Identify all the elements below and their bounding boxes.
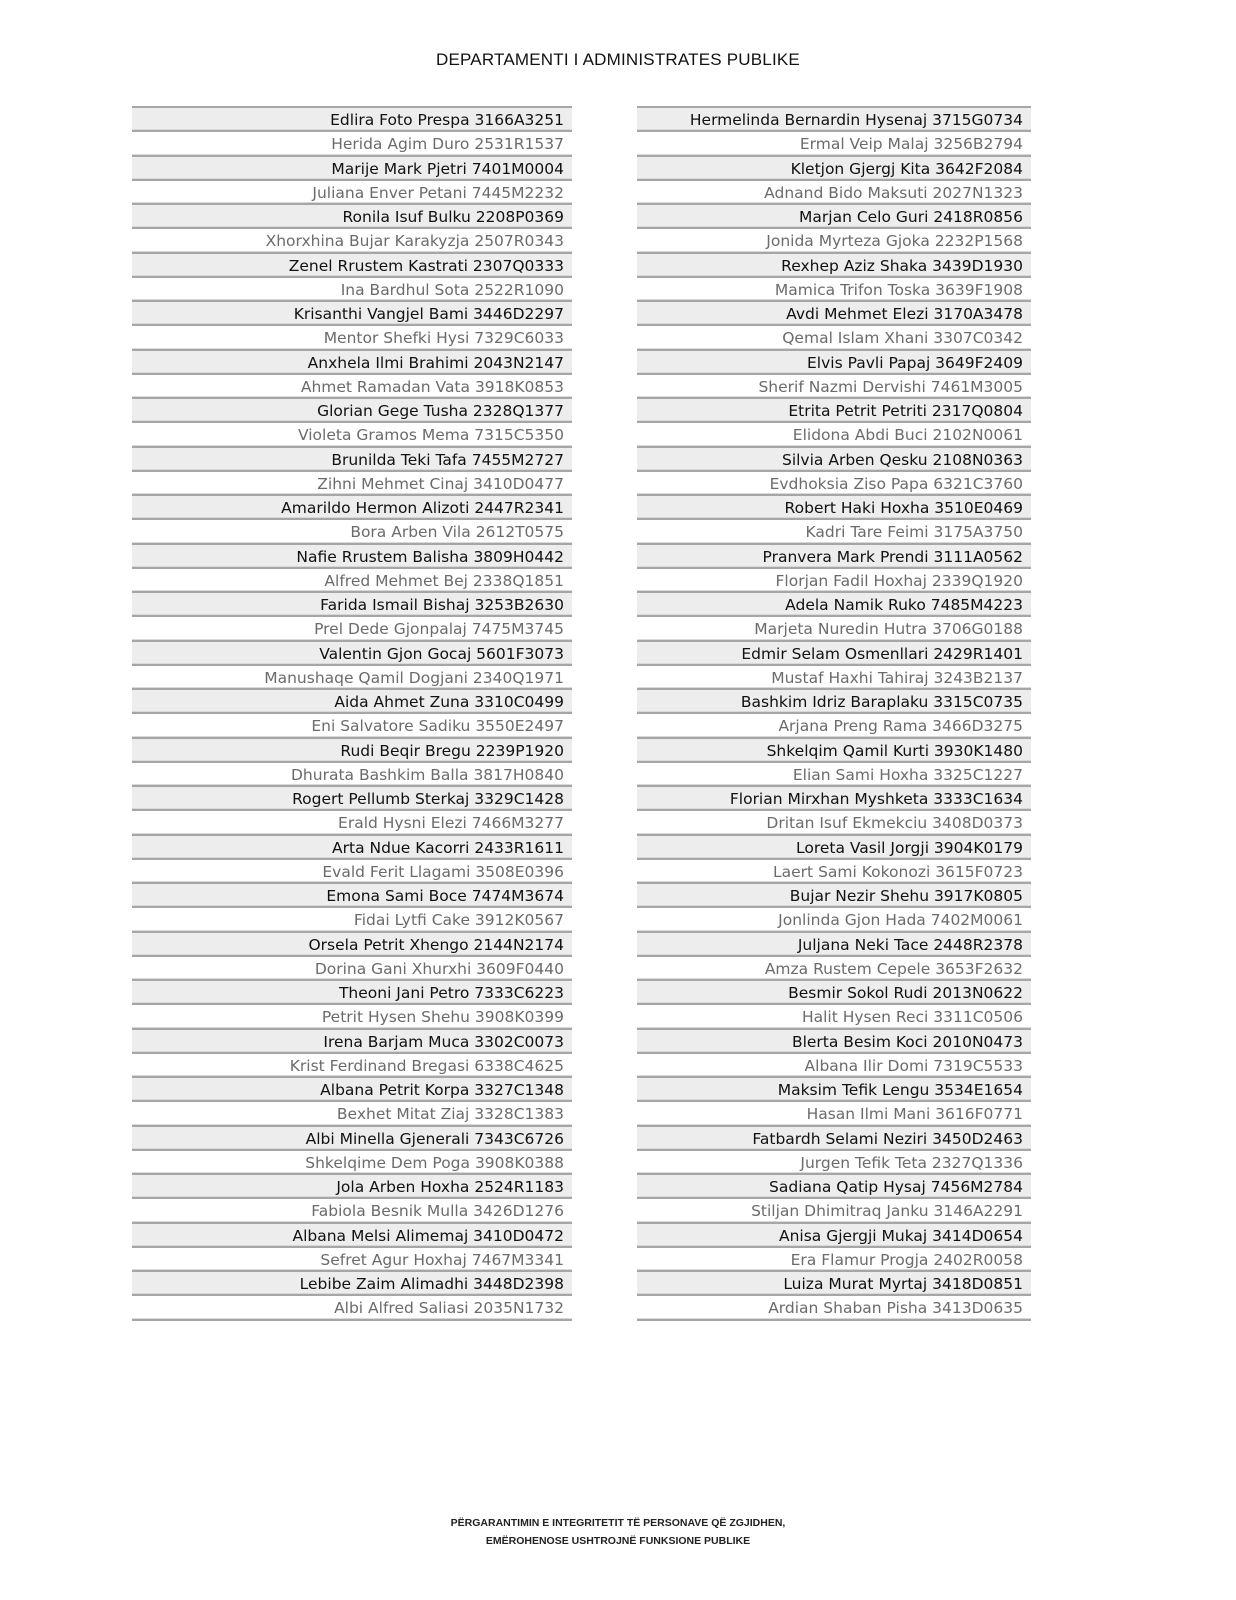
list-item: Rogert Pellumb Sterkaj 3329C1428: [132, 785, 572, 809]
list-item: Orsela Petrit Xhengo 2144N2174: [132, 931, 572, 955]
list-item: Shkelqim Qamil Kurti 3930K1480: [637, 737, 1031, 761]
list-item: Aida Ahmet Zuna 3310C0499: [132, 688, 572, 712]
list-item: Mustaf Haxhi Tahiraj 3243B2137: [637, 664, 1031, 688]
list-item: Zihni Mehmet Cinaj 3410D0477: [132, 470, 572, 494]
list-item: Stiljan Dhimitraq Janku 3146A2291: [637, 1197, 1031, 1221]
list-item: Rudi Beqir Bregu 2239P1920: [132, 737, 572, 761]
list-item: Juljana Neki Tace 2448R2378: [637, 931, 1031, 955]
list-item: Irena Barjam Muca 3302C0073: [132, 1028, 572, 1052]
list-item: Ahmet Ramadan Vata 3918K0853: [132, 373, 572, 397]
list-item: Violeta Gramos Mema 7315C5350: [132, 421, 572, 445]
list-item: Avdi Mehmet Elezi 3170A3478: [637, 300, 1031, 324]
list-item: Sadiana Qatip Hysaj 7456M2784: [637, 1173, 1031, 1197]
list-item: Jonida Myrteza Gjoka 2232P1568: [637, 227, 1031, 251]
footer-line-2: EMËROHENOSE USHTROJNË FUNKSIONE PUBLIKE: [485, 1535, 751, 1547]
list-item: Farida Ismail Bishaj 3253B2630: [132, 591, 572, 615]
list-item: Eni Salvatore Sadiku 3550E2497: [132, 712, 572, 736]
list-item: Emona Sami Boce 7474M3674: [132, 882, 572, 906]
list-item: Edlira Foto Prespa 3166A3251: [132, 106, 572, 130]
list-item: Shkelqime Dem Poga 3908K0388: [132, 1149, 572, 1173]
column-bottom-rule: [637, 1319, 1031, 1321]
list-item: Jonlinda Gjon Hada 7402M0061: [637, 906, 1031, 930]
page-footer: [0, 1514, 1236, 1550]
list-item: Krist Ferdinand Bregasi 6338C4625: [132, 1052, 572, 1076]
list-item: Krisanthi Vangjel Bami 3446D2297: [132, 300, 572, 324]
list-item: Adela Namik Ruko 7485M4223: [637, 591, 1031, 615]
list-item: Maksim Tefik Lengu 3534E1654: [637, 1076, 1031, 1100]
list-item: Edmir Selam Osmenllari 2429R1401: [637, 640, 1031, 664]
list-item: Marjeta Nuredin Hutra 3706G0188: [637, 615, 1031, 639]
list-item: Albana Melsi Alimemaj 3410D0472: [132, 1222, 572, 1246]
list-item: Juliana Enver Petani 7445M2232: [132, 179, 572, 203]
list-item: Blerta Besim Koci 2010N0473: [637, 1028, 1031, 1052]
list-item: Albi Alfred Saliasi 2035N1732: [132, 1294, 572, 1318]
list-item: Fabiola Besnik Mulla 3426D1276: [132, 1197, 572, 1221]
list-item: Anisa Gjergji Mukaj 3414D0654: [637, 1222, 1031, 1246]
list-item: Valentin Gjon Gocaj 5601F3073: [132, 640, 572, 664]
list-item: Kadri Tare Feimi 3175A3750: [637, 518, 1031, 542]
list-item: Sefret Agur Hoxhaj 7467M3341: [132, 1246, 572, 1270]
list-item: Bexhet Mitat Ziaj 3328C1383: [132, 1100, 572, 1124]
list-item: Dorina Gani Xhurxhi 3609F0440: [132, 955, 572, 979]
list-item: Evdhoksia Ziso Papa 6321C3760: [637, 470, 1031, 494]
list-item: Ronila Isuf Bulku 2208P0369: [132, 203, 572, 227]
list-item: Herida Agim Duro 2531R1537: [132, 130, 572, 154]
list-item: Marije Mark Pjetri 7401M0004: [132, 155, 572, 179]
list-item: Xhorxhina Bujar Karakyzja 2507R0343: [132, 227, 572, 251]
list-item: Evald Ferit Llagami 3508E0396: [132, 858, 572, 882]
list-item: Laert Sami Kokonozi 3615F0723: [637, 858, 1031, 882]
column-bottom-rule: [132, 1319, 572, 1321]
list-item: Rexhep Aziz Shaka 3439D1930: [637, 252, 1031, 276]
list-item: Petrit Hysen Shehu 3908K0399: [132, 1003, 572, 1027]
list-item: Arjana Preng Rama 3466D3275: [637, 712, 1031, 736]
list-item: Era Flamur Progja 2402R0058: [637, 1246, 1031, 1270]
list-item: Qemal Islam Xhani 3307C0342: [637, 324, 1031, 348]
list-item: Prel Dede Gjonpalaj 7475M3745: [132, 615, 572, 639]
list-item: Fidai Lytfi Cake 3912K0567: [132, 906, 572, 930]
list-item: Ardian Shaban Pisha 3413D0635: [637, 1294, 1031, 1318]
list-item: Nafie Rrustem Balisha 3809H0442: [132, 543, 572, 567]
page-title: DEPARTAMENTI I ADMINISTRATES PUBLIKE: [436, 50, 800, 69]
list-item: Amarildo Hermon Alizoti 2447R2341: [132, 494, 572, 518]
list-item: Mentor Shefki Hysi 7329C6033: [132, 324, 572, 348]
list-item: Ermal Veip Malaj 3256B2794: [637, 130, 1031, 154]
list-item: Fatbardh Selami Neziri 3450D2463: [637, 1125, 1031, 1149]
list-item: Bujar Nezir Shehu 3917K0805: [637, 882, 1031, 906]
list-item: Albana Ilir Domi 7319C5533: [637, 1052, 1031, 1076]
list-item: Alfred Mehmet Bej 2338Q1851: [132, 567, 572, 591]
list-item: Etrita Petrit Petriti 2317Q0804: [637, 397, 1031, 421]
list-item: Dritan Isuf Ekmekciu 3408D0373: [637, 809, 1031, 833]
list-item: Dhurata Bashkim Balla 3817H0840: [132, 761, 572, 785]
list-item: Erald Hysni Elezi 7466M3277: [132, 809, 572, 833]
footer-line-1: PËRGARANTIMIN E INTEGRITETIT TË PERSONAVE QË ZGJIDHEN,: [450, 1517, 786, 1529]
list-item: Elidona Abdi Buci 2102N0061: [637, 421, 1031, 445]
list-item: Marjan Celo Guri 2418R0856: [637, 203, 1031, 227]
list-item: Elian Sami Hoxha 3325C1227: [637, 761, 1031, 785]
list-item: Florjan Fadil Hoxhaj 2339Q1920: [637, 567, 1031, 591]
list-item: Theoni Jani Petro 7333C6223: [132, 979, 572, 1003]
list-item: Luiza Murat Myrtaj 3418D0851: [637, 1270, 1031, 1294]
list-item: Sherif Nazmi Dervishi 7461M3005: [637, 373, 1031, 397]
right-name-column: [637, 106, 1031, 1321]
list-item: Bora Arben Vila 2612T0575: [132, 518, 572, 542]
list-item: Zenel Rrustem Kastrati 2307Q0333: [132, 252, 572, 276]
list-item: Halit Hysen Reci 3311C0506: [637, 1003, 1031, 1027]
list-item: Ina Bardhul Sota 2522R1090: [132, 276, 572, 300]
list-item: Elvis Pavli Papaj 3649F2409: [637, 349, 1031, 373]
list-item: Lebibe Zaim Alimadhi 3448D2398: [132, 1270, 572, 1294]
list-item: Besmir Sokol Rudi 2013N0622: [637, 979, 1031, 1003]
list-item: Kletjon Gjergj Kita 3642F2084: [637, 155, 1031, 179]
list-item: Anxhela Ilmi Brahimi 2043N2147: [132, 349, 572, 373]
list-item: Amza Rustem Cepele 3653F2632: [637, 955, 1031, 979]
list-item: Jola Arben Hoxha 2524R1183: [132, 1173, 572, 1197]
list-item: Pranvera Mark Prendi 3111A0562: [637, 543, 1031, 567]
left-name-column: [132, 106, 572, 1321]
list-item: Hermelinda Bernardin Hysenaj 3715G0734: [637, 106, 1031, 130]
list-item: Albi Minella Gjenerali 7343C6726: [132, 1125, 572, 1149]
list-item: Silvia Arben Qesku 2108N0363: [637, 446, 1031, 470]
list-item: Brunilda Teki Tafa 7455M2727: [132, 446, 572, 470]
list-item: Arta Ndue Kacorri 2433R1611: [132, 834, 572, 858]
list-item: Florian Mirxhan Myshketa 3333C1634: [637, 785, 1031, 809]
list-item: Bashkim Idriz Baraplaku 3315C0735: [637, 688, 1031, 712]
list-item: Mamica Trifon Toska 3639F1908: [637, 276, 1031, 300]
list-item: Albana Petrit Korpa 3327C1348: [132, 1076, 572, 1100]
list-item: Jurgen Tefik Teta 2327Q1336: [637, 1149, 1031, 1173]
list-item: Robert Haki Hoxha 3510E0469: [637, 494, 1031, 518]
list-item: Loreta Vasil Jorgji 3904K0179: [637, 834, 1031, 858]
list-item: Glorian Gege Tusha 2328Q1377: [132, 397, 572, 421]
list-item: Hasan Ilmi Mani 3616F0771: [637, 1100, 1031, 1124]
list-item: Adnand Bido Maksuti 2027N1323: [637, 179, 1031, 203]
list-item: Manushaqe Qamil Dogjani 2340Q1971: [132, 664, 572, 688]
